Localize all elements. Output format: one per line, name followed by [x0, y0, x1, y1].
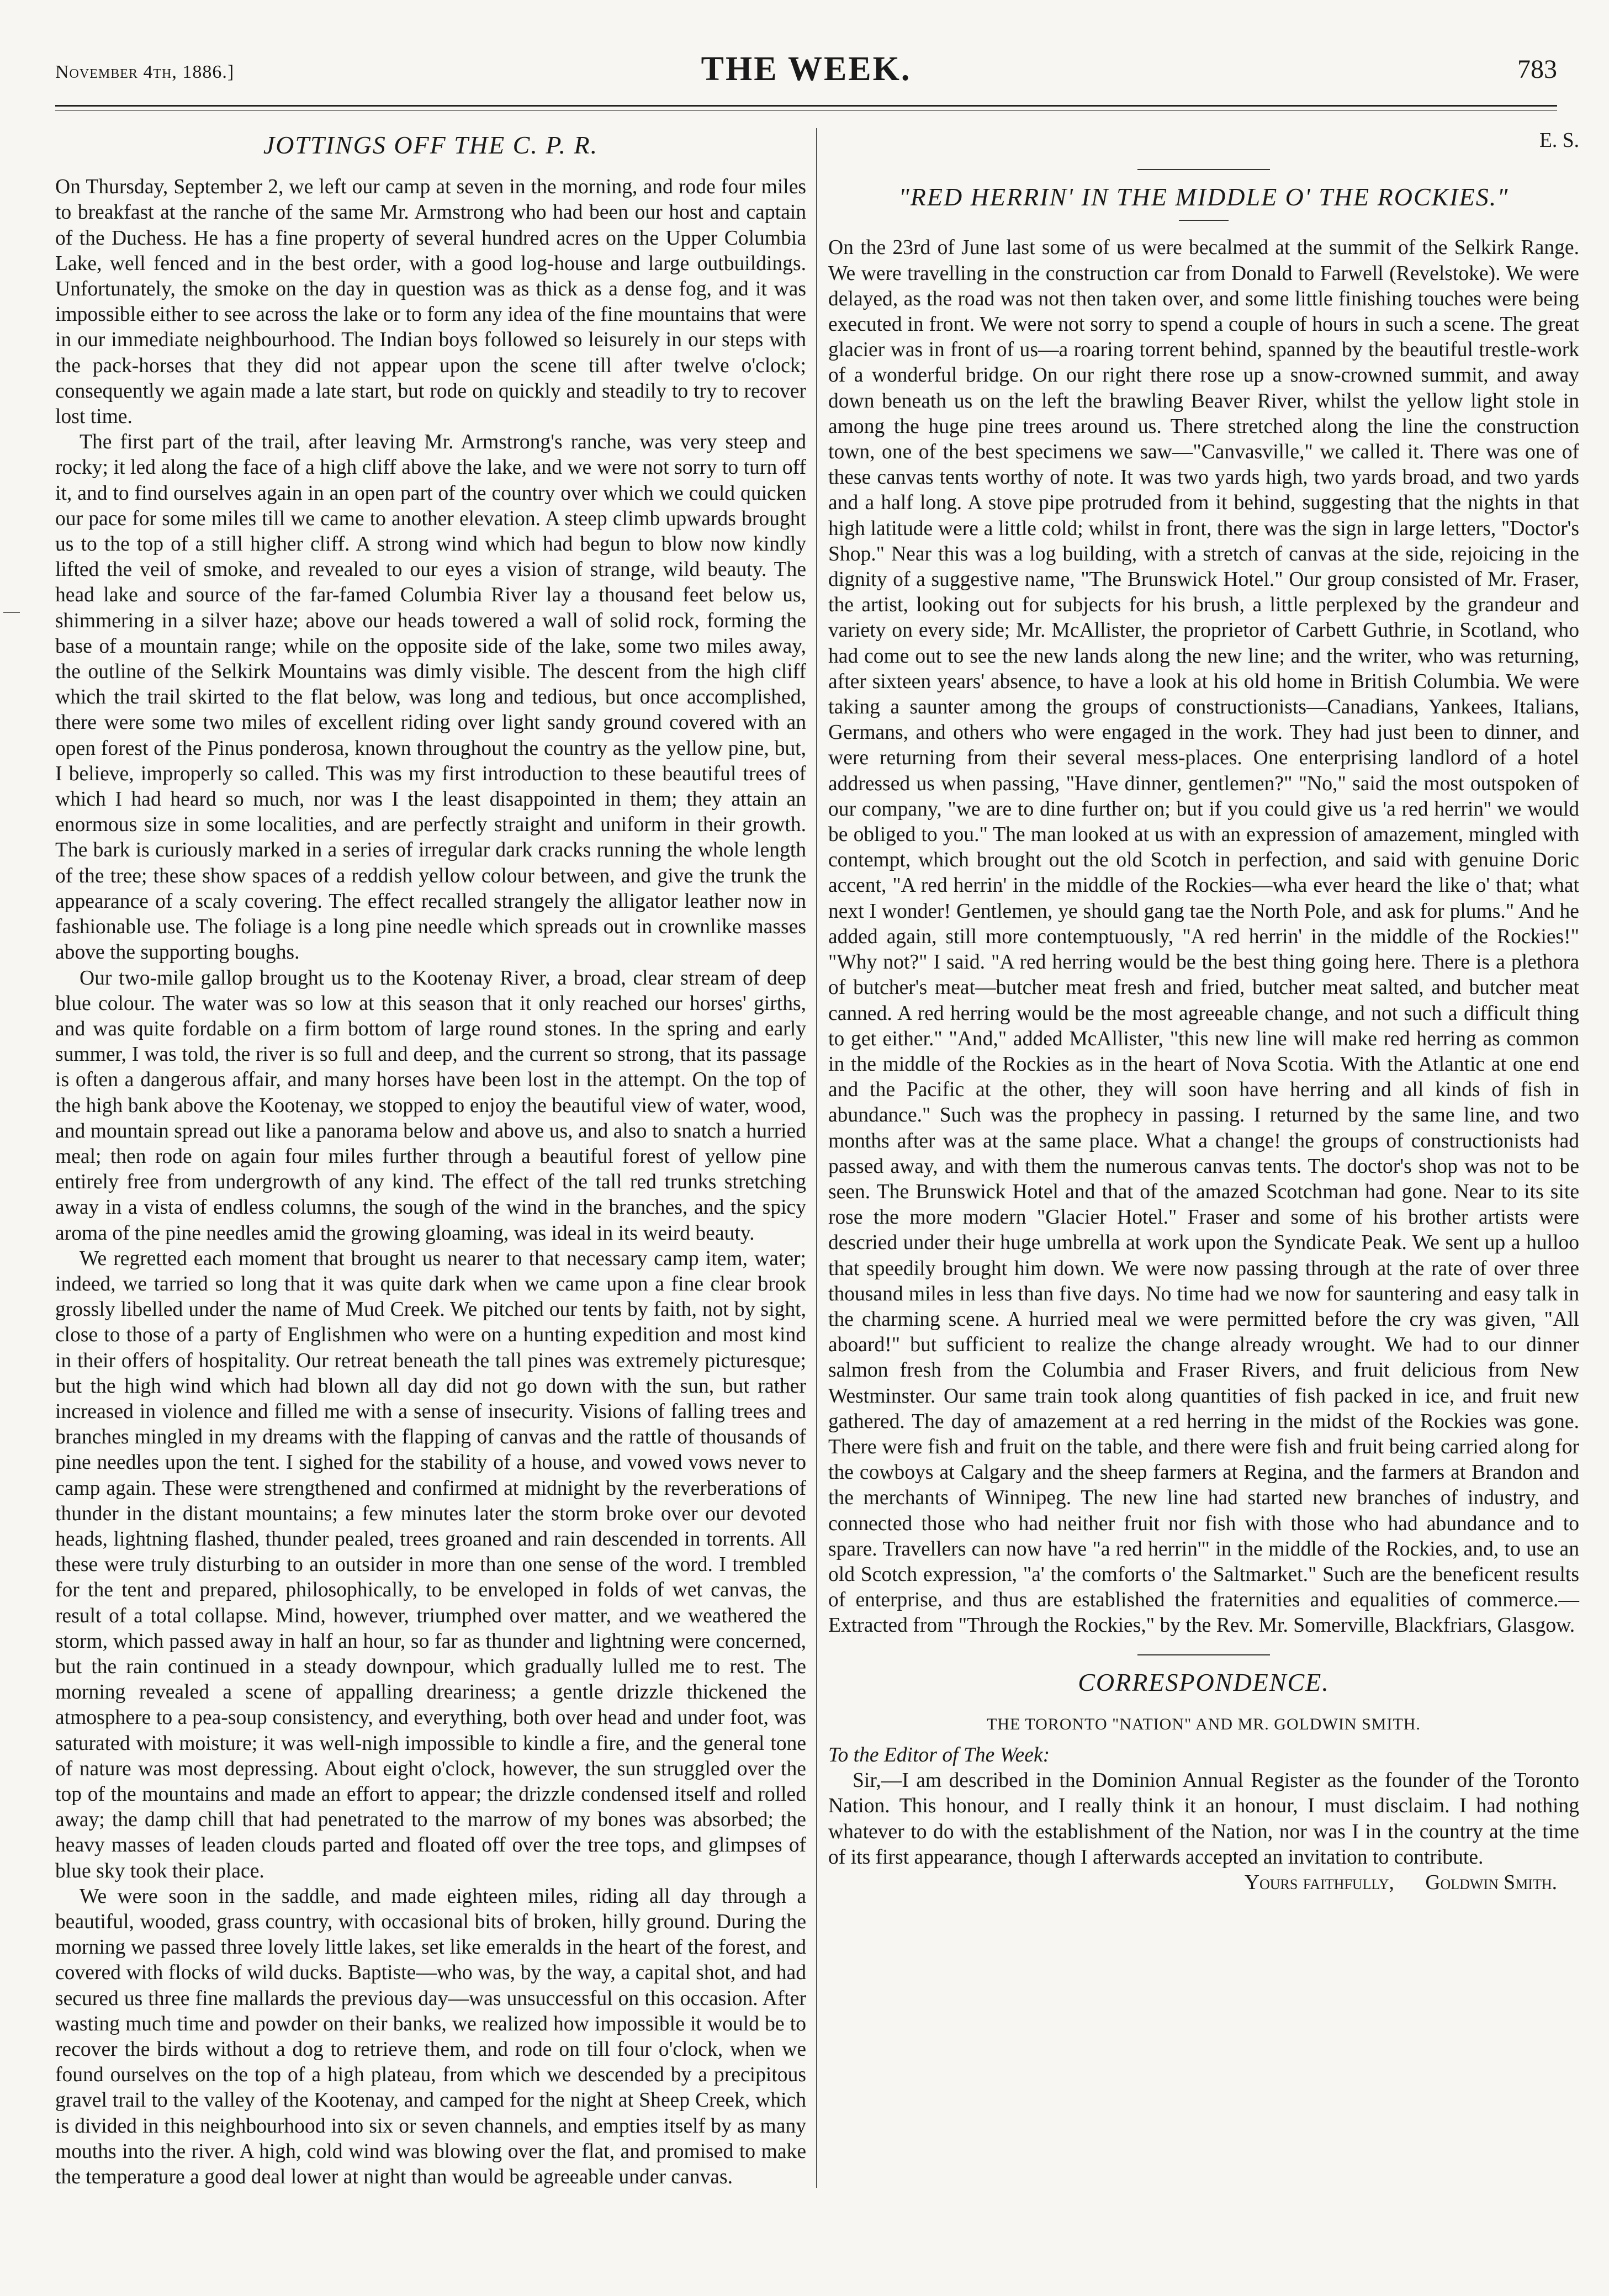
right-column — [828, 128, 1579, 1896]
article-title-jottings: JOTTINGS OFF THE C. P. R. — [263, 131, 599, 159]
header-rule-thin — [55, 110, 1557, 111]
letter-signoff — [828, 1870, 1579, 1896]
margin-mark — [3, 612, 20, 613]
page-header — [55, 50, 1557, 99]
correspondence-title: CORRESPONDENCE. — [1078, 1668, 1330, 1696]
article-paragraph: Our two-mile gallop brought us to the Kootenay River, a broad, clear stream of deep blue colour. The water was so low at this season that it only reached our horses' girths, and was quite fordable on a firm bottom of large round stones. In the spring and early summer, I was told, the river is so full and deep, and the current so strong, that its passage is often a dangerous affair, and many horses have been lost in the attempt. On the top of the high bank above the Kootenay, we stopped to enjoy the beautiful view of water, wood, and mountain spread out like a panorama below and above us, and also to snatch a hurried meal; then rode on again four miles further through a beautiful forest of yellow pine entirely free from undergrowth of any kind. The effect of the tall red trunks stretching away in a vista of endless columns, the sough of the wind in the branches, and the spicy aroma of the pine needles amid the growing gloaming, was ideal in its weird beauty. — [55, 966, 806, 1245]
issue-date: November 4th, 1886.] — [55, 62, 235, 82]
publication-title: THE WEEK. — [701, 50, 912, 88]
article-paragraph: The first part of the trail, after leaving Mr. Armstrong's ranche, was very steep and rocky; it led along the face of a high cliff above the lake, and we were not sorry to turn off it, and to find ourselves again in an open part of the country over which we could quicken our pace for some miles till we came to another elevation. A steep climb upwards brought us to the top of a still higher cliff. A strong wind which had begun to blow now kindly lifted the veil of smoke, and revealed to our eyes a vision of strange, wild beauty. The head lake and source of the far-famed Columbia River lay a thousand feet below us, shimmering in a silver haze; above our heads towered a wall of solid rock, forming the base of a mountain range; while on the opposite side of the lake, some two miles away, the outline of the Selkirk Mountains was dimly visible. The descent from the high cliff which the trail skirted to the flat below, was long and tedious, but once accomplished, there were some two miles of excellent riding over light sandy ground covered with an open forest of the Pinus ponderosa, known throughout the country as the yellow pine, but, I believe, improperly so called. This was my first introduction to these beautiful trees of which I had heard so much, nor was I the least disappointed in them; they attain an enormous size in some localities, and are perfectly straight and uniform in their growth. The bark is curiously marked in a series of irregular dark cracks running the whole length of the tree; these show spaces of a reddish yellow colour between, and give the trunk the appearance of a scaly covering. The effect recalled strangely the alligator leather now in fashionable use. The foliage is a long pine needle which spreads out in crownlike masses above the supporting boughs. — [55, 431, 806, 964]
letter-signature: Goldwin Smith. — [1425, 1871, 1557, 1894]
column-divider — [816, 128, 817, 2188]
article-title-red-herrin: "RED HERRIN' IN THE MIDDLE O' THE ROCKIES." — [898, 183, 1509, 211]
page-number: 783 — [1517, 55, 1557, 84]
section-rule — [1137, 1654, 1270, 1655]
letter-salutation: To the Editor of The Week: — [828, 1743, 1050, 1766]
article-paragraph: We were soon in the saddle, and made eighteen miles, riding all day through a beautiful, wooded, grass country, with occasional bits of broken, hilly ground. During the morning we passed three lovely little lakes, set like emeralds in the heart of the forest, and covered with flocks of wild ducks. Baptiste—who was, by the way, a capital shot, and had secured us three fine mallards the previous day—was unsuccessful on this occasion. After wasting much time and powder on their banks, we realized how impossible it would be to recover the birds without a dog to retrieve them, and rode on till four o'clock, when we found ourselves on the top of a high plateau, from which we descended by a precipitous gravel trail to the valley of the Kootenay, and camped for the night at Sheep Creek, which is divided in this neighbourhood into six or seven channels, and empties itself by as many mouths into the river. A high, cold wind was blowing over the flat, and promised to make the temperature a good deal lower at night than would be agreeable under canvas. — [55, 1885, 806, 2189]
letter-paragraph: Sir,—I am described in the Dominion Annual Register as the founder of the Toronto Nation. This honour, and I really think it an honour, I must disclaim. I had nothing whatever to do with the establishment of the Nation, nor was I in the country at the time of its first appearance, though I afterwards accepted an invitation to contribute. — [828, 1769, 1579, 1869]
article-paragraph: On Thursday, September 2, we left our camp at seven in the morning, and rode four miles to breakfast at the ranche of the same Mr. Armstrong who had been our host and captain of the Duchess. He has a fine property of several hundred acres on the Upper Columbia Lake, well fenced and in the best order, with a good log-house and large outbuildings. Unfortunately, the smoke on the day in question was as thick as a dense fog, and it was impossible either to see across the lake or to form any idea of the fine mountains that were in our immediate neighbourhood. The Indian boys followed so leisurely in our steps with the pack-horses that they did not appear upon the scene till after twelve o'clock; consequently we again made a late start, but rode on quickly and steadily to try to recover lost time. — [55, 176, 806, 428]
letter-closing: Yours faithfully, — [1244, 1871, 1394, 1894]
article-paragraph: On the 23rd of June last some of us were becalmed at the summit of the Selkirk Range. We were travelling in the construction car from Donald to Farwell (Revelstoke). We were delayed, as the road was not then taken over, and some little finishing touches were being executed in front. We were not sorry to spend a couple of hours in such a scene. The great glacier was in front of us—a roaring torrent behind, spanned by the beautiful trestle-work of a wonderful bridge. On our right there rose up a snow-crowned summit, and away down beneath us on the left the brawling Beaver River, whilst the yellow light stole in among the huge pine trees around us. There stretched along the line the construction town, one of the best specimens we saw—"Canvasville," we called it. There was one of these canvas tents worthy of note. It was two yards high, two yards broad, and two yards and a half long. A stove pipe protruded from it behind, suggesting that the nights in that high latitude were a little cold; whilst in front, there was the sign in large letters, "Doctor's Shop." Near this was a log building, with a stretch of canvas at the side, rejoicing in the dignity of a suggestive name, "The Brunswick Hotel." Our group consisted of Mr. Fraser, the artist, looking out for subjects for his brush, a little perplexed by the grandeur and variety on every side; Mr. McAllister, the proprietor of Carbett Guthrie, in Scotland, who had come out to see the new lands along the new line; and the writer, who was returning, after sixteen years' absence, to have a look at his old home in British Columbia. We were taking a saunter among the groups of constructionists—Canadians, Yankees, Italians, Germans, and others who were engaged in the work. They had just been to dinner, and were returning from their several mess-places. One enterprising landlord of a hotel addressed us when passing, "Have dinner, gentlemen?" "No," said the most outspoken of our company, "we are to dine further on; but if you could give us 'a red herrin'' we would be obliged to you." The man looked at us with an expression of amazement, mingled with contempt, which brought out the old Scotch in perfection, and said with genuine Doric accent, "A red herrin' in the middle of the Rockies—wha ever heard the like o' that; what next I wonder! Gentlemen, ye should gang tae the North Pole, and ask for plums." And he added again, still more contemptuously, "A red herrin' in the middle of the Rockies!" "Why not?" I said. "A red herring would be the best thing going here. There is a plethora of butcher's meat—butcher meat fresh and fried, butcher meat salted, and butcher meat canned. A red herring would be the most agreeable change, and not such a difficult thing to get either." "And," added McAllister, "this new line will make red herring as common in the middle of the Rockies as in the heart of Nova Scotia. With the Atlantic at one end and the Pacific at the other, they will soon have herring and all kinds of fish in abundance." Such was the prophecy in passing. I returned by the same line, and two months after was at the same place. What a change! the groups of constructionists had passed away, and with them the numerous canvas tents. The doctor's shop was not to be seen. The Brunswick Hotel and that of the amazed Scotchman had gone. Near to its site rose the more modern "Glacier Hotel." Fraser and some of his brother artists were descried under their huge umbrella at work upon the Syndicate Peak. We sent up a hulloo that speedily brought him down. We were now passing through at the rate of over three thousand miles in less than five days. No time had we now for sauntering and easy talk in the charming scene. A hurried meal we were permitted before the cry was given, "All aboard!" but sufficient to realize the change already wrought. We had to our dinner salmon fresh from the Columbia and Fraser Rivers, and fruit delicious from New Westminster. Our same train took along quantities of fish packed in ice, and fruit new gathered. The day of amazement at a red herring in the midst of the Rockies was gone. There were fish and fruit on the table, and there were fish and fruit being carried along for the cowboys at Calgary and the sheep farmers at Regina, and the farmers at Brandon and the merchants of Winnipeg. The new line had started new branches of industry, and connected those who had neither fruit nor fish with those who had abundance and to spare. Travellers can now have "a red herrin'" in the middle of the Rockies, and, to use an old Scotch expression, "a' the comforts o' the Saltmarket." Such are the beneficent results of enterprise, and thus are established the fraternities and equalities of commerce.—Extracted from "Through the Rockies," by the Rev. Mr. Somerville, Blackfriars, Glasgow. — [828, 236, 1579, 1637]
article-signature: E. S. — [1539, 129, 1579, 152]
letter-subhead: THE TORONTO "NATION" AND MR. GOLDWIN SMITH. — [987, 1715, 1421, 1733]
title-rule — [1179, 220, 1229, 221]
header-rule — [55, 105, 1557, 107]
left-column — [55, 128, 806, 2190]
section-rule — [1137, 169, 1270, 170]
article-paragraph: We regretted each moment that brought us nearer to that necessary camp item, water; indeed, we tarried so long that it was quite dark when we came upon a fine clear brook grossly libelled under the name of Mud Creek. We pitched our tents by faith, not by sight, close to those of a party of Englishmen who were on a hunting expedition and most kind in their offers of hospitality. Our retreat beneath the tall pines was extremely picturesque; but the high wind which had blown all day did not go down with the sun, but rather increased in violence and filled me with a sense of insecurity. Visions of falling trees and branches mingled in my dreams with the flapping of canvas and the rattle of thousands of pine needles upon the tent. I sighed for the stability of a house, and vowed vows never to camp again. These were strengthened and confirmed at midnight by the reverberations of thunder in the distant mountains; a few minutes later the storm broke over our devoted heads, lightning flashed, thunder pealed, trees groaned and rain descended in torrents. All these were truly disturbing to an outsider in more than one sense of the word. I trembled for the tent and prepared, philosophically, to be enveloped in folds of wet canvas, the result of a total collapse. Mind, however, triumphed over matter, and we weathered the storm, which passed away in half an hour, so far as thunder and lightning were concerned, but the rain continued in a steady downpour, which gradually lulled me to rest. The morning revealed a scene of appalling dreariness; a gentle drizzle thickened the atmosphere to a pea-soup consistency, and everything, both over head and under foot, was saturated with moisture; it was well-nigh impossible to kindle a fire, and the general tone of nature was most depressing. About eight o'clock, however, the sun struggled over the top of the mountains and made an effort to appear; the drizzle condensed itself and rolled away; the damp chill that had penetrated to the marrow of my bones was absorbed; the heavy masses of leaden clouds parted and floated off over the tree tops, and glimpses of blue sky took their place. — [55, 1247, 806, 1882]
